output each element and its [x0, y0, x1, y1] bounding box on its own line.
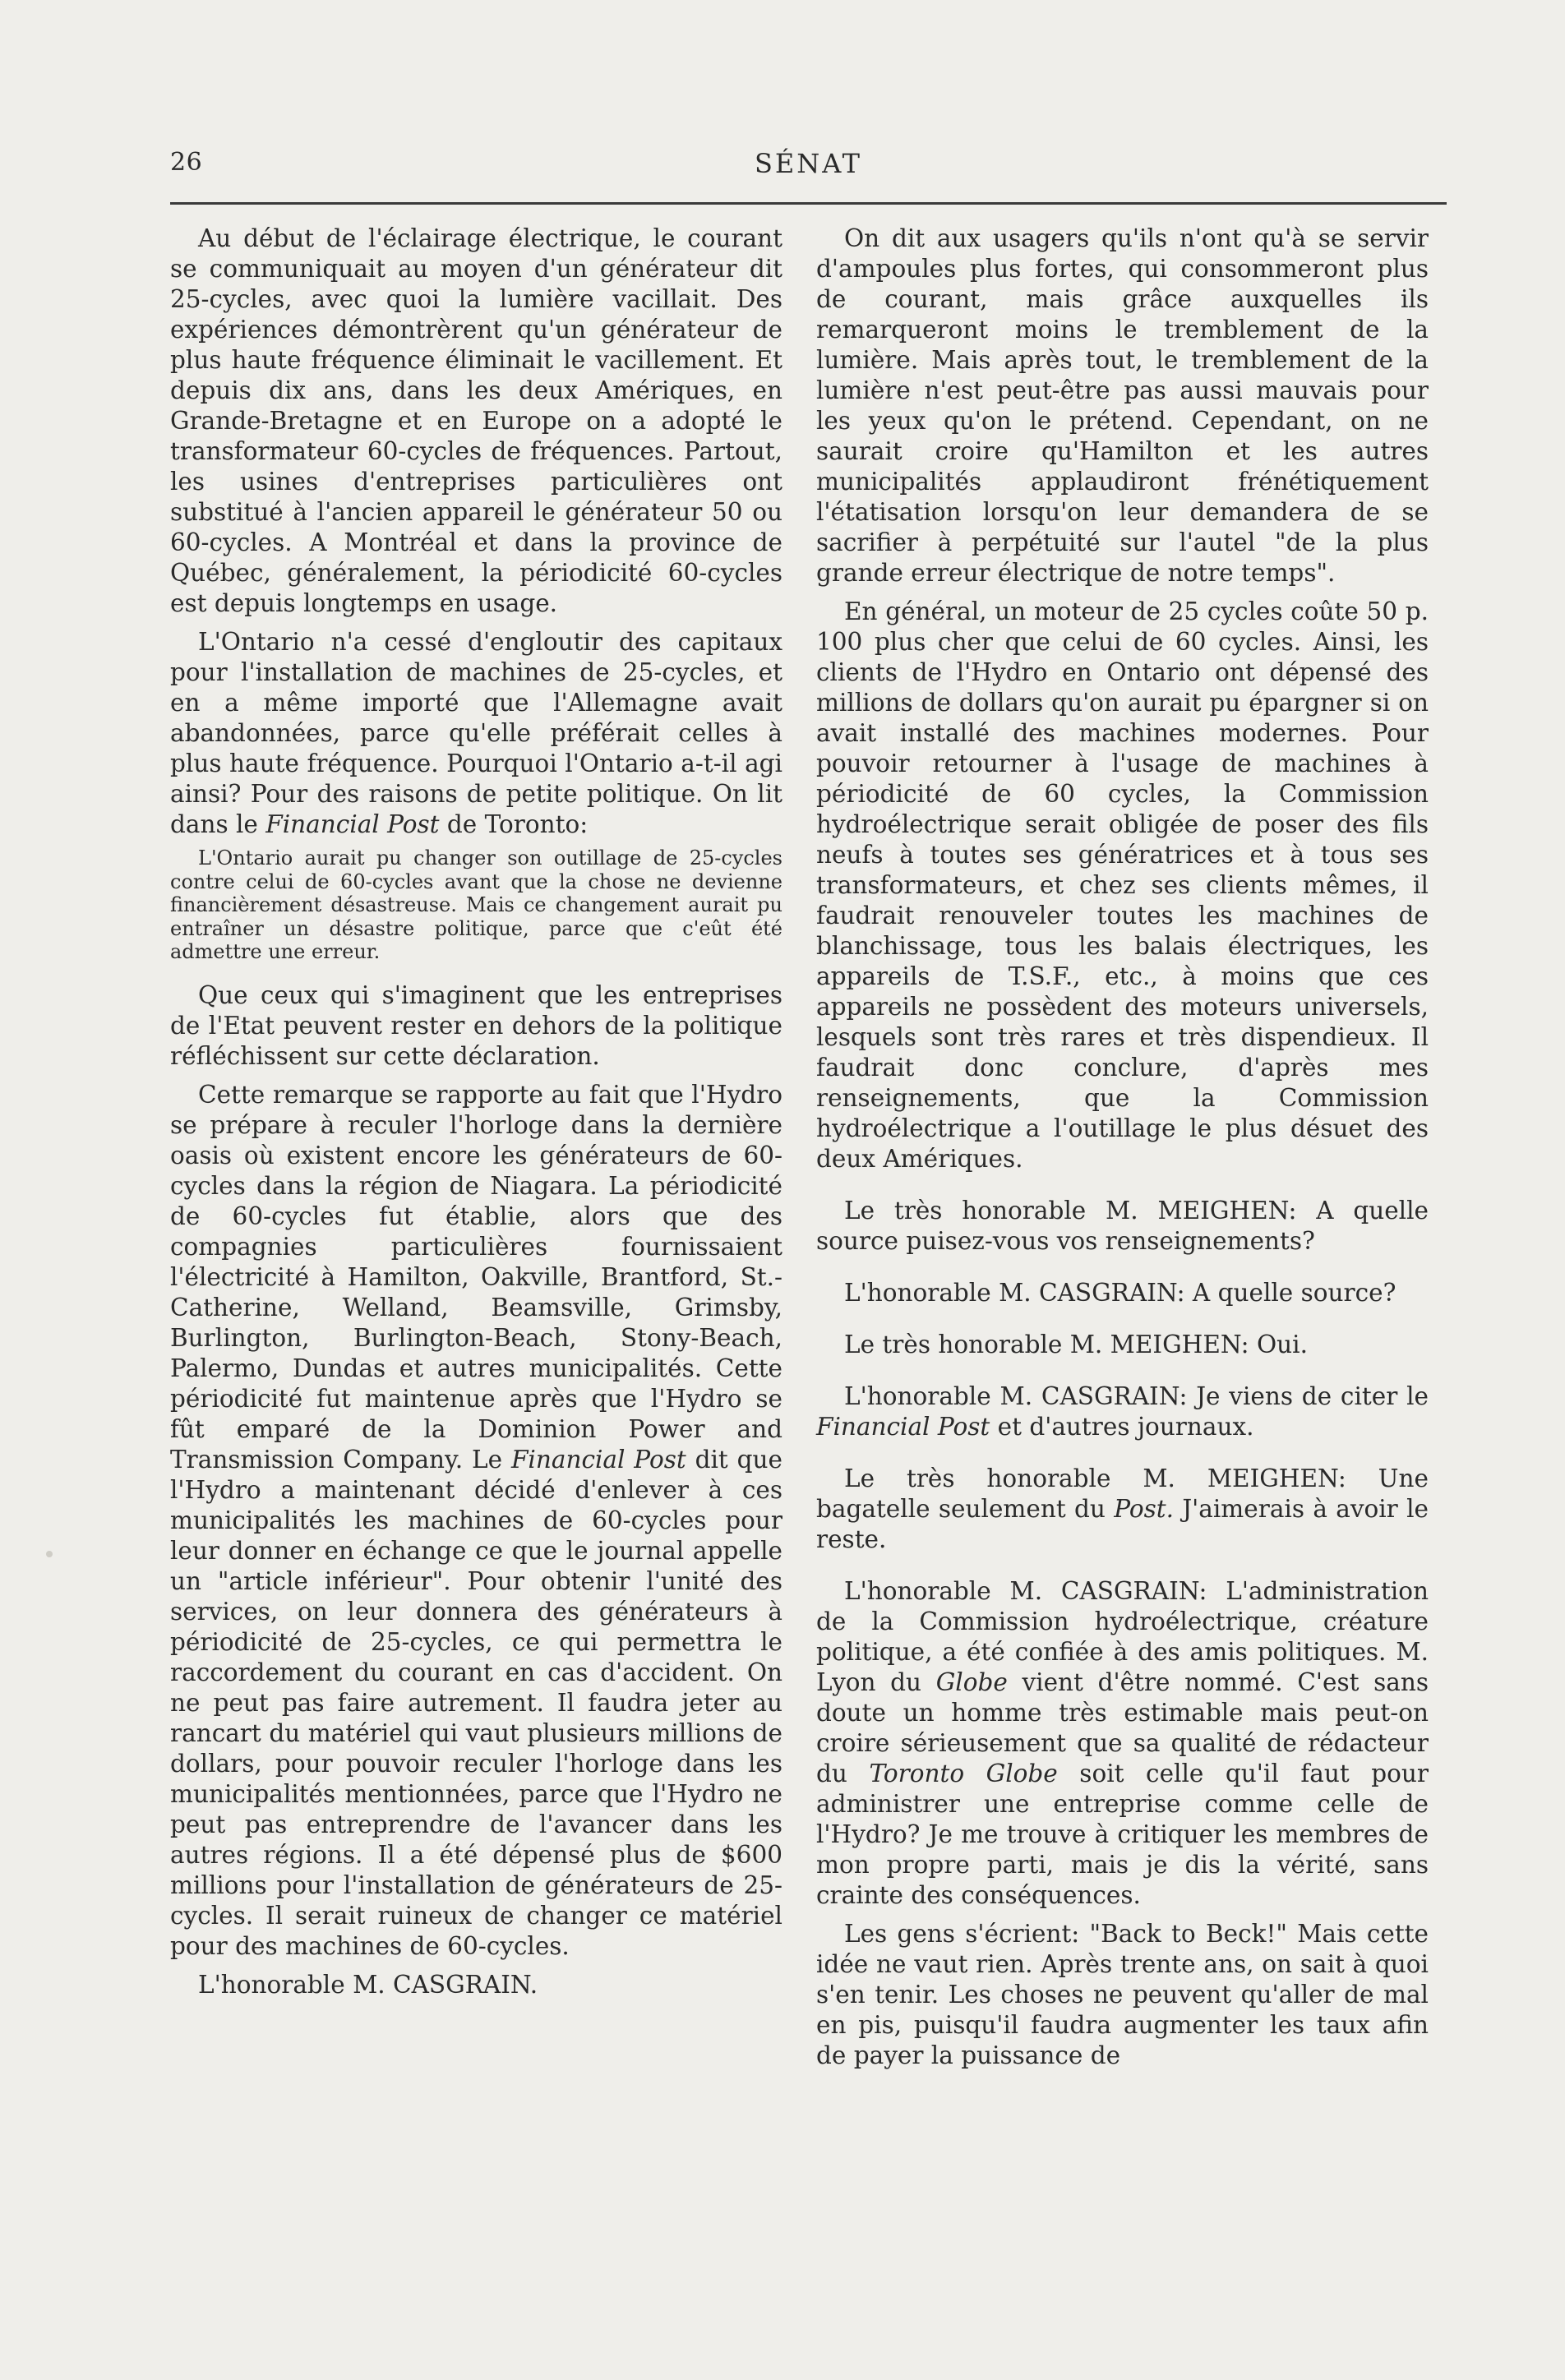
running-title: SÉNAT	[755, 148, 862, 179]
paragraph: L'honorable M. CASGRAIN: L'administration de la Commission hydroélectrique, créature politique, a été confiée à des amis politiques. M. Lyon du Globe vient d'être nommé. C'est sans doute un homme très estimable mais peut-on croire sérieusement que sa qualité de rédacteur du Toronto Globe soit celle qu'il faut pour administrer une entreprise comme celle de l'Hydro? Je me trouve à critiquer les membres de mon propre parti, mais je dis la vérité, sans crainte des conséquences.	[816, 1577, 1429, 1909]
paragraph: On dit aux usagers qu'ils n'ont qu'à se servir d'ampoules plus fortes, qui consommeront plus de courant, mais grâce auxquelles ils remarqueront moins le tremblement de la lumière. Mais après tout, le tremblement de la lumière n'est peut-être pas aussi mauvais pour les yeux qu'on le prétend. Cependant, on ne saurait croire qu'Hamilton et les autres municipalités applaudiront frénétiquement l'étatisation lorsqu'on leur demandera de se sacrifier à perpétuité sur l'autel "de la plus grande erreur électrique de notre temps".	[816, 224, 1429, 587]
margin-mark	[46, 1551, 53, 1557]
paragraph: En général, un moteur de 25 cycles coûte 50 p. 100 plus cher que celui de 60 cycles. Ainsi, les clients de l'Hydro en Ontario ont dépensé des millions de dollars qu'on aurait pu épargner si on avait installé des machines modernes. Pour pouvoir retourner à l'usage de machines à périodicité de 60 cycles, la Commission hydroélectrique serait obligée de poser des fils neufs à toutes ses génératrices et à tous ses transformateurs, et chez ses clients mêmes, il faudrait renouveler toutes les machines de blanchissage, tous les balais électriques, les appareils de T.S.F., etc., à moins que ces appareils ne possèdent des moteurs universels, lesquels sont très rares et très dispendieux. Il faudrait donc conclure, d'après mes renseignements, que la Commission hydroélectrique a l'outillage le plus désuet des deux Amériques.	[816, 597, 1429, 1173]
paragraph: Les gens s'écrient: "Back to Beck!" Mais cette idée ne vaut rien. Après trente ans, on sait à quoi s'en tenir. Les choses ne peuvent qu'aller de mal en pis, puisqu'il faudra augmenter les taux afin de payer la puissance de	[816, 1920, 1429, 2069]
header-rule	[170, 202, 1447, 205]
block-quote: L'Ontario aurait pu changer son outillage de 25-cycles contre celui de 60-cycles avant que la chose ne devienne financièrement désastreuse. Mais ce changement aurait pu entraîner un désastre politique, parce que c'eût été admettre une erreur.	[170, 846, 782, 963]
speaker-line: Le très honorable M. MEIGHEN: A quelle source puisez-vous vos renseignements?	[816, 1197, 1429, 1255]
speaker-line: L'honorable M. CASGRAIN.	[198, 1970, 538, 1999]
speaker-line: L'honorable M. CASGRAIN: A quelle source?	[844, 1279, 1396, 1307]
right-column	[816, 224, 1429, 2079]
paragraph: Que ceux qui s'imaginent que les entreprises de l'Etat peuvent rester en dehors de la politique réfléchissent sur cette déclaration.	[170, 980, 782, 1070]
speaker-line: L'honorable M. CASGRAIN: Je viens de citer le Financial Post et d'autres journaux.	[816, 1382, 1429, 1441]
paragraph: Au début de l'éclairage électrique, le courant se communiquait au moyen d'un générateur dit 25-cycles, avec quoi la lumière vacillait. Des expériences démontrèrent qu'un générateur de plus haute fréquence éliminait le vacillement. Et depuis dix ans, dans les deux Amériques, en Grande-Bretagne et en Europe on a adopté le transformateur 60-cycles de fréquences. Partout, les usines d'entreprises particulières ont substitué à l'ancien appareil le générateur 50 ou 60-cycles. A Montréal et dans la province de Québec, généralement, la périodicité 60-cycles est depuis longtemps en usage.	[170, 224, 782, 617]
speaker-line: Le très honorable M. MEIGHEN: Oui.	[844, 1331, 1308, 1358]
paragraph: Cette remarque se rapporte au fait que l'Hydro se prépare à reculer l'horloge dans la dernière oasis où existent encore les générateurs de 60-cycles dans la région de Niagara. La périodicité de 60-cycles fut établie, alors que des compagnies particulières fournissaient l'électricité à Hamilton, Oakville, Brantford, St.-Catherine, Welland, Beamsville, Grimsby, Burlington, Burlington-Beach, Stony-Beach, Palermo, Dundas et autres municipalités. Cette périodicité fut maintenue après que l'Hydro se fût emparé de la Dominion Power and Transmission Company. Le Financial Post dit que l'Hydro a maintenant décidé d'enlever à ces municipalités les machines de 60-cycles pour leur donner en échange ce que le journal appelle un "article inférieur". Pour obtenir l'unité des services, on leur donnera des générateurs à périodicité de 25-cycles, ce qui permettra le raccordement du courant en cas d'accident. On ne peut pas faire autrement. Il faudra jeter au rancart du matériel qui vaut plusieurs millions de dollars, pour pouvoir reculer l'horloge dans les municipalités mentionnées, parce que l'Hydro ne peut pas entreprendre de l'avancer dans les autres régions. Il a été dépensé plus de $600 millions pour l'installation de générateurs de 25-cycles. Il serait ruineux de changer ce matériel pour des machines de 60-cycles.	[170, 1080, 782, 1960]
paragraph: L'Ontario n'a cessé d'engloutir des capitaux pour l'installation de machines de 25-cycles, et en a même importé que l'Allemagne avait abandonnées, parce qu'elle préférait celles à plus haute fréquence. Pourquoi l'Ontario a-t-il agi ainsi? Pour des raisons de petite politique. On lit dans le Financial Post de Toronto:	[170, 628, 782, 838]
left-column	[170, 224, 782, 2009]
speaker-line: Le très honorable M. MEIGHEN: Une bagatelle seulement du Post. J'aimerais à avoir le reste.	[816, 1464, 1429, 1553]
page-number: 26	[170, 148, 203, 177]
page-header	[170, 148, 1447, 189]
